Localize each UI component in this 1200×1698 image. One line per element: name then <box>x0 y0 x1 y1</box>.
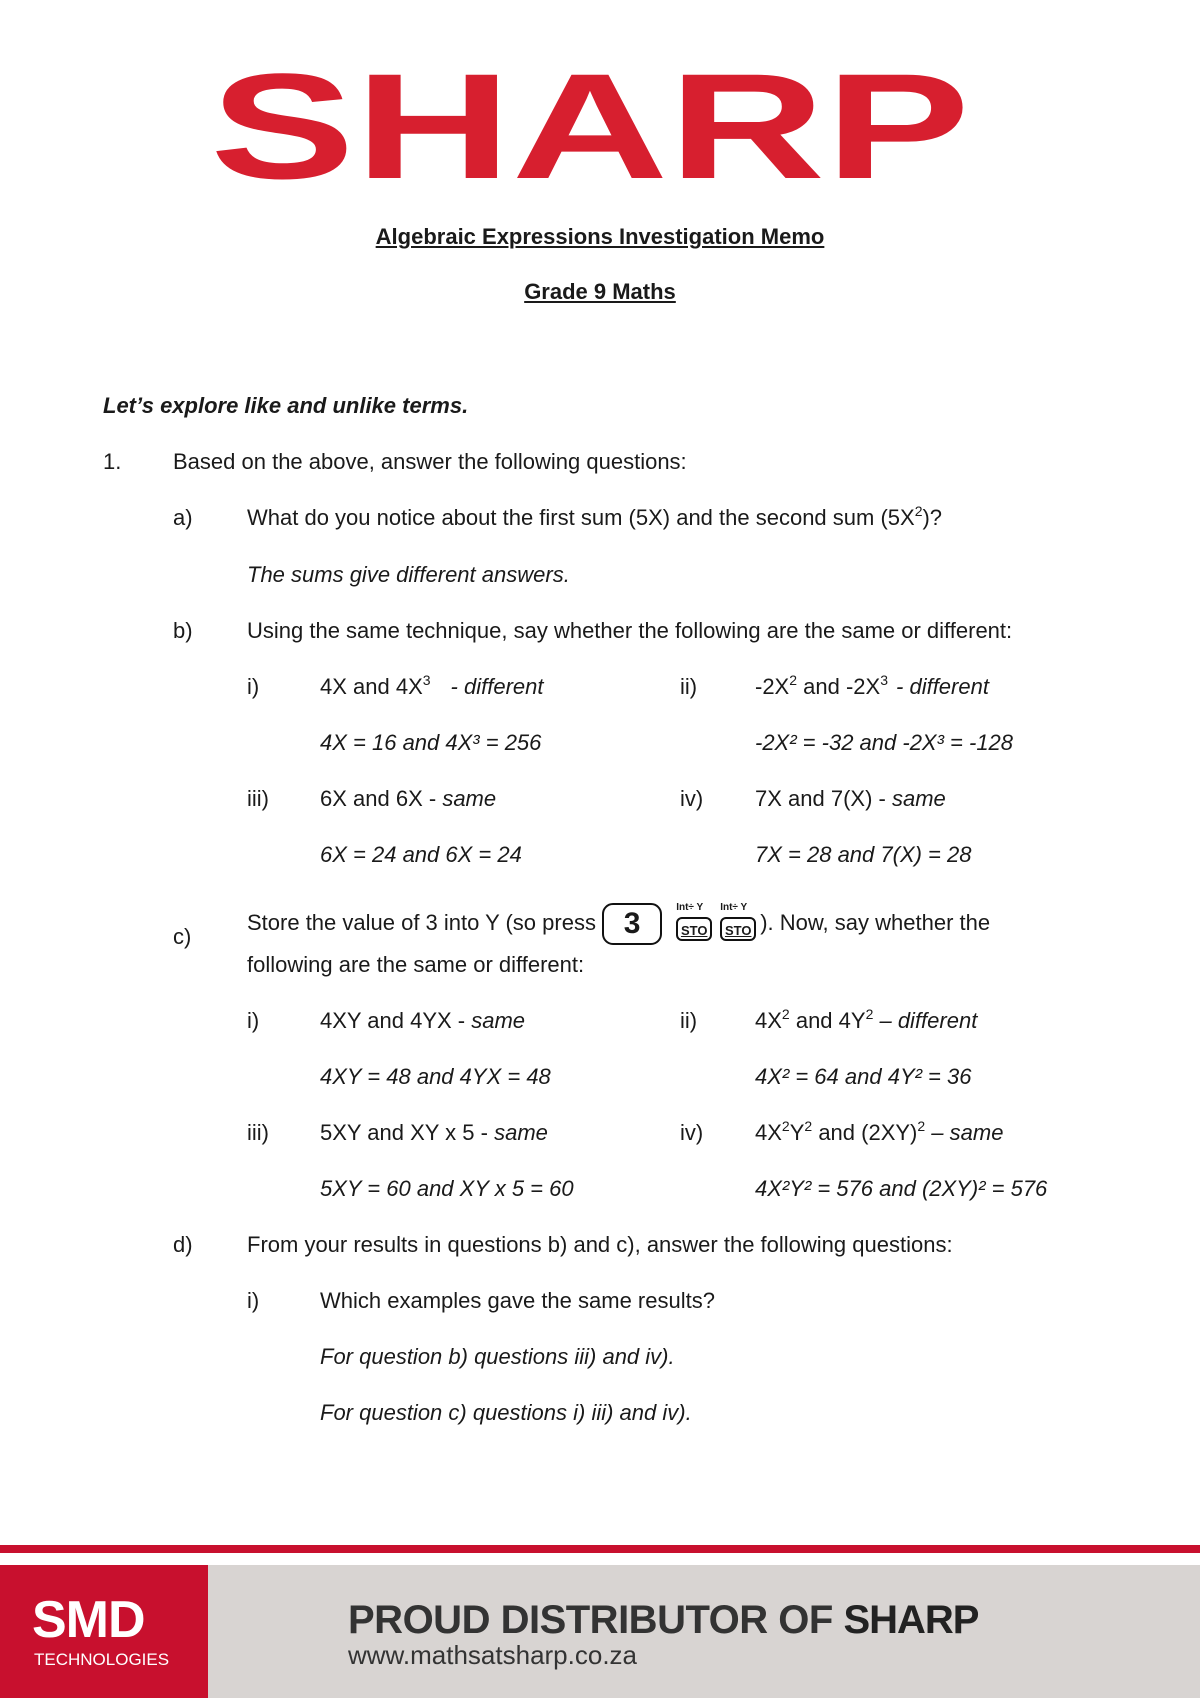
q1b-iii-work: 6X = 24 and 6X = 24 <box>320 842 522 867</box>
q1c-iv-expr: $4X^2Y^2$ and $(2XY)^2$ – same <box>755 1118 1004 1145</box>
calculator-key-sto-1: Int÷ Y STO <box>676 904 716 944</box>
footer-accent-line <box>0 1545 1200 1553</box>
footer-smd-logo: SMD <box>32 1591 145 1649</box>
q1b-question: Using the same technique, say whether the following are the same or different: <box>247 618 1013 643</box>
q1b-i-label: i) <box>247 674 260 699</box>
footer-sharp-logo: SHARP <box>843 1598 979 1642</box>
q1b-iii-expr: 6X and 6X - same <box>320 786 497 811</box>
sharp-logo <box>205 70 975 188</box>
q1c-iv-work: 4X²Y² = 576 and (2XY)² = 576 <box>755 1176 1048 1201</box>
q1-number: 1. <box>103 449 122 474</box>
q1c-iii-label: iii) <box>247 1120 269 1145</box>
q1b-label: b) <box>173 618 193 643</box>
document-title: Algebraic Expressions Investigation Memo <box>375 224 825 249</box>
q1c-question: Store the value of 3 into Y (so press 3 Int÷ Y STO Int÷ Y STO ). Now, say whether the <box>247 903 990 945</box>
q1d-i-answer-1: For question b) questions iii) and iv). <box>320 1344 675 1369</box>
document-subtitle: Grade 9 Maths <box>524 279 676 304</box>
q1c-iv-label: iv) <box>680 1120 704 1145</box>
q1c-ii-expr: $4X^2$ and $4Y^2$ – different <box>755 1006 978 1033</box>
footer-proud-text: PROUD DISTRIBUTOR OF SHARP <box>348 1598 979 1642</box>
footer-smd-sub: TECHNOLOGIES <box>34 1650 170 1669</box>
q1d-label: d) <box>173 1232 193 1257</box>
q1c-question-line2: following are the same or different: <box>247 952 585 977</box>
intro-text: Let’s explore like and unlike terms. <box>103 393 469 418</box>
q1d-i-label: i) <box>247 1288 260 1313</box>
q1b-ii-work: -2X² = -32 and -2X³ = -128 <box>755 730 1014 755</box>
q1c-i-label: i) <box>247 1008 260 1033</box>
q1b-iii-label: iii) <box>247 786 269 811</box>
q1b-ii-label: ii) <box>680 674 698 699</box>
q1b-iv-label: iv) <box>680 786 704 811</box>
q1c-ii-label: ii) <box>680 1008 698 1033</box>
footer-url[interactable]: www.mathsatsharp.co.za <box>348 1640 638 1670</box>
q1c-iii-work: 5XY = 60 and XY x 5 = 60 <box>320 1176 574 1201</box>
calculator-key-sto-2: Int÷ Y STO <box>720 904 760 944</box>
q1c-label: c) <box>173 924 192 949</box>
q1b-iv-expr: 7X and 7(X) - same <box>755 786 946 811</box>
q1b-iv-work: 7X = 28 and 7(X) = 28 <box>755 842 972 867</box>
q1d-question: From your results in questions b) and c), answer the following questions: <box>247 1232 953 1257</box>
q1d-i-question: Which examples gave the same results? <box>320 1288 715 1313</box>
sharp-logo-text: SHARP <box>210 70 970 188</box>
q1c-i-expr: 4XY and 4YX - same <box>320 1008 526 1033</box>
q1a-label: a) <box>173 505 193 530</box>
q1c-i-work: 4XY = 48 and 4YX = 48 <box>320 1064 551 1089</box>
q1b-i-expr: 4X and $4X^3$ - different <box>320 672 544 699</box>
calculator-key-3: 3 <box>602 903 662 945</box>
q1c-ii-work: 4X² = 64 and 4Y² = 36 <box>755 1064 972 1089</box>
q1b-i-work: 4X = 16 and 4X³ = 256 <box>320 730 542 755</box>
q1c-iii-expr: 5XY and XY x 5 - same <box>320 1120 548 1145</box>
q1-text: Based on the above, answer the following questions: <box>173 449 687 474</box>
q1b-ii-expr: $-2X^2$ and $-2X^3$ - different <box>755 672 989 699</box>
q1d-i-answer-2: For question c) questions i) iii) and iv). <box>320 1400 692 1425</box>
q1a-answer: The sums give different answers. <box>247 562 570 587</box>
q1a-question: What do you notice about the first sum (5X) and the second sum $(5X^2)$? <box>247 503 943 530</box>
